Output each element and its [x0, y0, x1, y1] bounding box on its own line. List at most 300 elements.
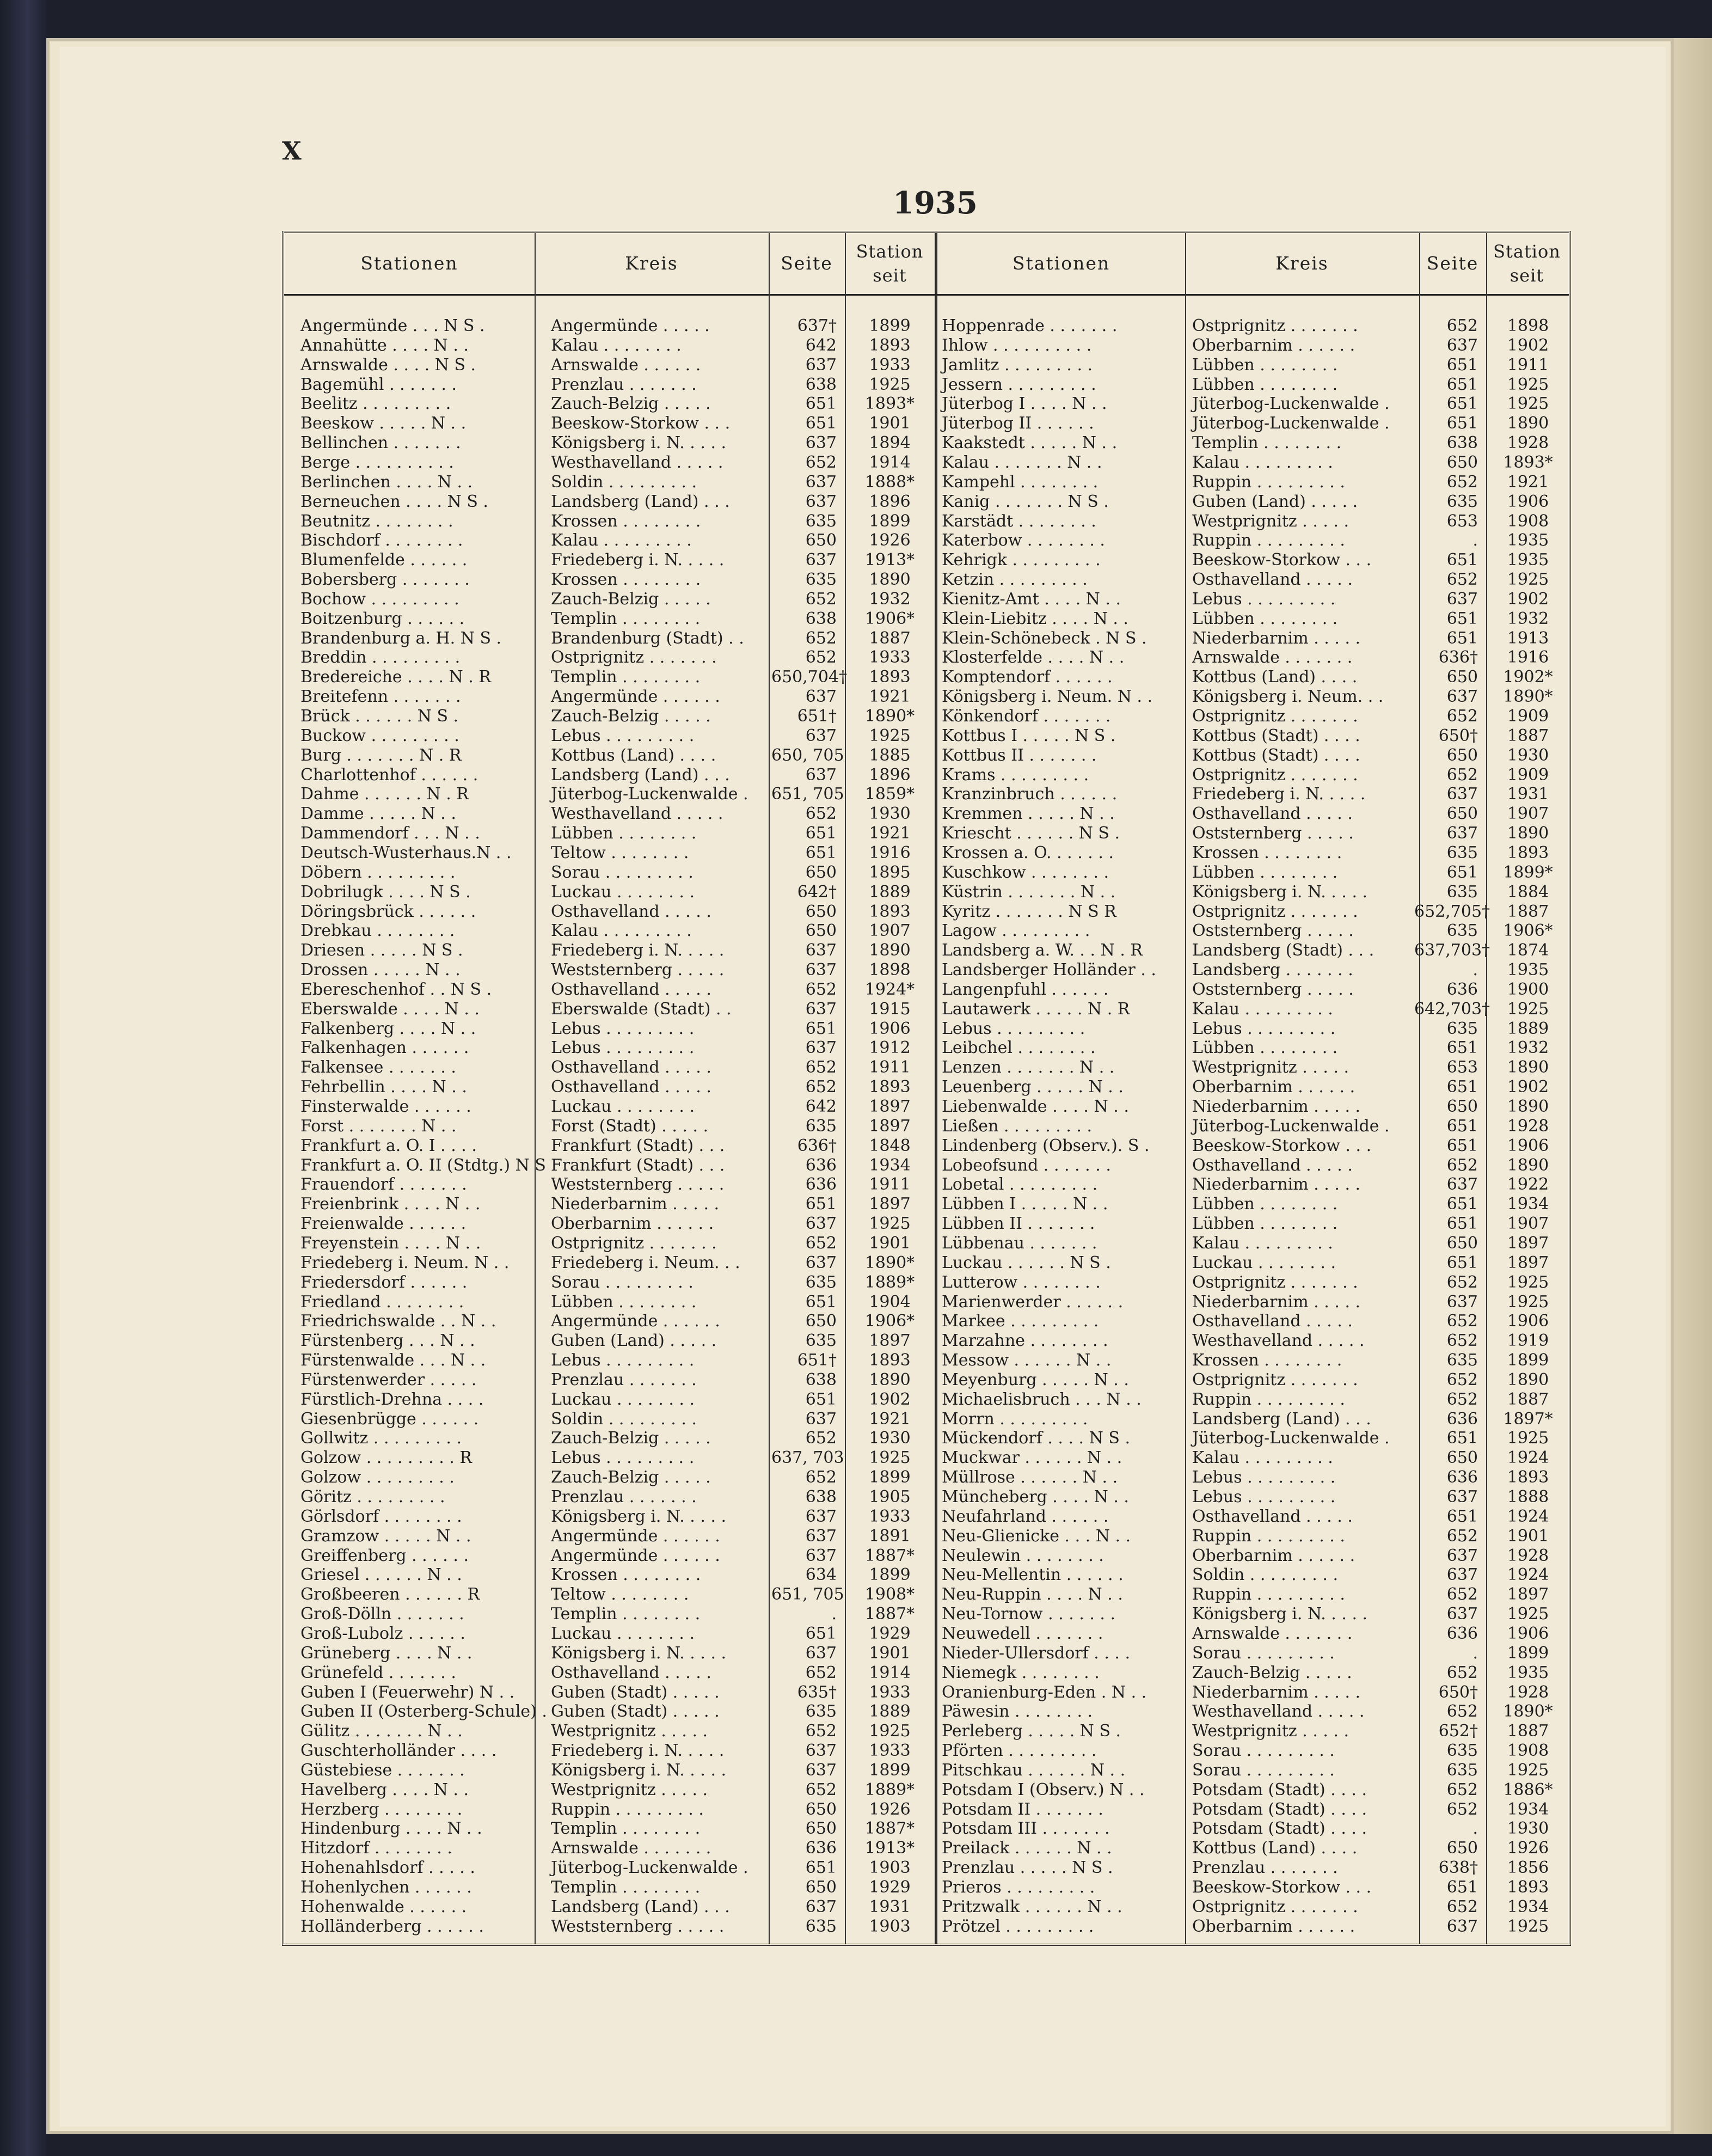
left-station-cell: Blumenfelde . . . . . .	[300, 550, 468, 570]
right-station-cell: Morrn . . . . . . . . .	[942, 1409, 1088, 1429]
table-row	[284, 980, 1569, 1000]
right-kreis-cell: Westhavelland . . . . .	[1192, 1331, 1365, 1351]
right-station-cell: Landsberg a. W. . . N . R	[942, 941, 1143, 960]
left-kreis-cell: Osthavelland . . . . .	[551, 979, 711, 999]
right-seite-cell: 651	[1446, 1253, 1478, 1272]
table-row	[284, 1683, 1569, 1702]
right-station-cell: Kehrigk . . . . . . . . .	[942, 550, 1101, 570]
right-station-seit-cell: 1890	[1507, 1058, 1549, 1077]
right-station-cell: Kranzinbruch . . . . . .	[942, 785, 1118, 804]
right-station-cell: Liebenwalde . . . . N . .	[942, 1097, 1129, 1116]
left-kreis-cell: Königsberg i. N. . . . .	[551, 433, 727, 453]
right-station-seit-cell: 1890	[1507, 1370, 1549, 1389]
left-kreis-cell: Lübben . . . . . . . .	[551, 824, 697, 843]
right-kreis-cell: Lübben . . . . . . . .	[1192, 1195, 1338, 1214]
right-seite-cell: 651	[1446, 862, 1478, 882]
table-row	[284, 1546, 1569, 1566]
right-station-cell: Hoppenrade . . . . . . .	[942, 316, 1118, 335]
left-kreis-cell: Templin . . . . . . . .	[551, 1878, 701, 1897]
table-row	[284, 921, 1569, 941]
table-row	[284, 824, 1569, 843]
right-kreis-cell: Sorau . . . . . . . . .	[1192, 1741, 1335, 1761]
left-seite-cell: 650	[805, 1878, 837, 1897]
left-station-cell: Guben I (Feuerwehr) N . .	[300, 1682, 515, 1702]
left-station-seit-cell: 1931	[869, 1897, 911, 1916]
right-station-seit-cell: 1906	[1507, 1312, 1549, 1331]
right-station-cell: Lobetal . . . . . . . . .	[942, 1175, 1098, 1195]
left-station-cell: Friedland . . . . . . . .	[300, 1292, 464, 1312]
right-station-cell: Jüterbog II . . . . . .	[942, 414, 1094, 433]
stations-table	[282, 231, 1571, 1946]
left-kreis-cell: Beeskow-Storkow . . .	[551, 414, 731, 433]
left-seite-cell: 638	[805, 375, 837, 394]
left-seite-cell: 637	[805, 1546, 837, 1565]
right-station-seit-cell: 1890	[1507, 1155, 1549, 1175]
right-station-seit-cell: 1890	[1507, 824, 1549, 843]
left-kreis-cell: Luckau . . . . . . . .	[551, 1624, 695, 1643]
right-station-cell: Kuschkow . . . . . . . .	[942, 862, 1109, 882]
right-station-seit-cell: 1899	[1507, 1643, 1549, 1663]
left-station-seit-cell: 1895	[869, 862, 911, 882]
table-row	[284, 1624, 1569, 1644]
table-row	[284, 1136, 1569, 1156]
left-station-seit-cell: 1911	[869, 1175, 911, 1195]
right-seite-cell: 652	[1446, 1272, 1478, 1292]
left-station-seit-cell: 1925	[869, 1722, 911, 1741]
right-kreis-cell: Königsberg i. N. . . . .	[1192, 882, 1368, 902]
right-seite-cell: 651	[1446, 1136, 1478, 1155]
left-kreis-cell: Templin . . . . . . . .	[551, 1604, 701, 1624]
left-station-cell: Finsterwalde . . . . . .	[300, 1097, 471, 1116]
left-station-seit-cell: 1933	[869, 1506, 911, 1526]
left-station-cell: Golzow . . . . . . . . . R	[300, 1448, 472, 1468]
left-station-seit-cell: 1896	[869, 492, 911, 511]
left-station-cell: Großbeeren . . . . . . R	[300, 1585, 480, 1604]
right-station-seit-cell: 1916	[1507, 648, 1549, 667]
table-row	[284, 1234, 1569, 1253]
left-kreis-cell: Kalau . . . . . . . . .	[551, 921, 692, 941]
right-seite-cell: 651	[1446, 414, 1478, 433]
left-kreis-cell: Westprignitz . . . . .	[551, 1722, 708, 1741]
left-station-cell: Ebereschenhof . . N S .	[300, 979, 492, 999]
right-kreis-cell: Westhavelland . . . . .	[1192, 1702, 1365, 1722]
right-station-seit-cell: 1925	[1507, 1292, 1549, 1312]
right-seite-cell: 652	[1446, 707, 1478, 726]
left-station-seit-cell: 1911	[869, 1058, 911, 1077]
left-kreis-cell: Prenzlau . . . . . . .	[551, 375, 697, 394]
right-station-cell: Pritzwalk . . . . . . N . .	[942, 1897, 1122, 1916]
left-station-cell: Berge . . . . . . . . . .	[300, 452, 454, 472]
right-station-cell: Mückendorf . . . . N S .	[942, 1429, 1131, 1448]
left-kreis-cell: Westhavelland . . . . .	[551, 452, 723, 472]
right-seite-cell: 652,705†	[1414, 902, 1490, 921]
right-station-seit-cell: 1899*	[1503, 862, 1553, 882]
table-row	[284, 1000, 1569, 1019]
left-seite-cell: 651	[805, 1019, 837, 1038]
year-title: 1935	[893, 185, 978, 221]
right-seite-cell: 650	[1446, 667, 1478, 687]
left-station-cell: Bochow . . . . . . . . .	[300, 589, 459, 609]
right-kreis-cell: Königsberg i. Neum. . .	[1192, 687, 1384, 707]
left-station-cell: Friedersdorf . . . . . .	[300, 1272, 468, 1292]
right-kreis-cell: Potsdam (Stadt) . . . .	[1192, 1780, 1367, 1799]
left-station-cell: Arnswalde . . . . N S .	[300, 355, 476, 375]
right-kreis-cell: Oststernberg . . . . .	[1192, 824, 1354, 843]
left-station-seit-cell: 1887*	[864, 1819, 915, 1839]
table-row	[284, 1038, 1569, 1058]
right-station-seit-cell: 1930	[1507, 1819, 1549, 1839]
right-seite-cell: 652	[1446, 1702, 1478, 1722]
right-kreis-cell: Niederbarnim . . . . .	[1192, 1175, 1361, 1195]
right-kreis-cell: Niederbarnim . . . . .	[1192, 628, 1361, 648]
right-station-seit-cell: 1934	[1507, 1897, 1549, 1916]
right-station-seit-cell: 1893*	[1503, 452, 1553, 472]
left-kreis-cell: Templin . . . . . . . .	[551, 1819, 701, 1839]
right-station-cell: Krossen a. O. . . . . . .	[942, 843, 1114, 862]
table-row	[284, 785, 1569, 804]
left-station-seit-cell: 1893	[869, 1351, 911, 1370]
right-seite-cell: 650	[1446, 804, 1478, 824]
left-station-cell: Bredereiche . . . . N . R	[300, 667, 491, 687]
right-kreis-cell: Jüterbog-Luckenwalde .	[1192, 414, 1390, 433]
right-station-seit-cell: 1893	[1507, 843, 1549, 862]
left-kreis-cell: Frankfurt (Stadt) . . .	[551, 1155, 725, 1175]
left-station-seit-cell: 1930	[869, 1429, 911, 1448]
left-kreis-cell: Angermünde . . . . . .	[551, 687, 720, 707]
left-station-seit-cell: 1902	[869, 1389, 911, 1409]
table-row	[284, 667, 1569, 687]
right-station-cell: Müllrose . . . . . . N . .	[942, 1468, 1118, 1487]
left-station-cell: Breddin . . . . . . . . .	[300, 648, 461, 667]
right-station-cell: Jessern . . . . . . . . .	[942, 375, 1096, 394]
right-station-seit-cell: 1897*	[1503, 1409, 1553, 1429]
left-seite-cell: 637	[805, 1409, 837, 1429]
header-station-seit-right: Station seit	[1493, 241, 1561, 286]
right-station-cell: Michaelisbruch . . . N . .	[942, 1389, 1142, 1409]
right-kreis-cell: Jüterbog-Luckenwalde .	[1192, 394, 1390, 414]
right-station-cell: Lübbenau . . . . . . .	[942, 1233, 1097, 1253]
right-station-seit-cell: 1906	[1507, 1136, 1549, 1155]
right-station-seit-cell: 1888	[1507, 1487, 1549, 1506]
left-seite-cell: 635	[805, 511, 837, 531]
table-row	[284, 1312, 1569, 1331]
table-row	[284, 1175, 1569, 1195]
right-station-seit-cell: 1906*	[1503, 921, 1553, 941]
left-kreis-cell: Königsberg i. N. . . . .	[551, 1506, 727, 1526]
left-kreis-cell: Forst (Stadt) . . . . .	[551, 1116, 709, 1136]
table-row	[284, 1722, 1569, 1741]
table-row	[284, 609, 1569, 629]
right-station-cell: Markee . . . . . . . . .	[942, 1312, 1099, 1331]
table-row	[284, 1800, 1569, 1820]
right-kreis-cell: Landsberg . . . . . . .	[1192, 960, 1353, 980]
right-station-cell: Katerbow . . . . . . . .	[942, 531, 1105, 550]
table-row	[284, 863, 1569, 883]
right-kreis-cell: Prenzlau . . . . . . .	[1192, 1858, 1338, 1878]
left-kreis-cell: Osthavelland . . . . .	[551, 1663, 711, 1682]
right-station-cell: Klein-Schönebeck . N S .	[942, 628, 1147, 648]
right-station-seit-cell: 1900	[1507, 979, 1549, 999]
left-station-cell: Hindenburg . . . . N . .	[300, 1819, 482, 1839]
left-station-seit-cell: 1901	[869, 1643, 911, 1663]
left-seite-cell: 637	[805, 687, 837, 707]
left-station-cell: Greiffenberg . . . . . .	[300, 1546, 469, 1565]
left-station-seit-cell: 1903	[869, 1858, 911, 1878]
right-station-cell: Kottbus I . . . . . N S .	[942, 726, 1116, 745]
left-seite-cell: 650	[805, 531, 837, 550]
right-seite-cell: .	[1472, 531, 1478, 550]
right-kreis-cell: Ruppin . . . . . . . . .	[1192, 1585, 1345, 1604]
table-header	[284, 233, 1569, 296]
right-station-cell: Kalau . . . . . . . N . .	[942, 452, 1102, 472]
right-station-seit-cell: 1935	[1507, 550, 1549, 570]
left-seite-cell: 637	[805, 550, 837, 570]
left-kreis-cell: Westhavelland . . . . .	[551, 804, 723, 824]
table-row	[284, 941, 1569, 960]
left-station-cell: Döringsbrück . . . . . .	[300, 902, 476, 921]
right-seite-cell: 652	[1446, 765, 1478, 785]
right-kreis-cell: Osthavelland . . . . .	[1192, 804, 1353, 824]
left-kreis-cell: Lebus . . . . . . . . .	[551, 1351, 695, 1370]
left-seite-cell: 637	[805, 472, 837, 492]
left-station-seit-cell: 1907	[869, 921, 911, 941]
right-station-seit-cell: 1890*	[1503, 1702, 1553, 1722]
left-station-cell: Göritz . . . . . . . . .	[300, 1487, 445, 1506]
left-seite-cell: 637	[805, 433, 837, 453]
table-row	[284, 1702, 1569, 1722]
left-kreis-cell: Angermünde . . . . . .	[551, 1526, 720, 1546]
left-station-cell: Falkenberg . . . . N . .	[300, 1019, 476, 1038]
left-seite-cell: 638	[805, 1370, 837, 1389]
table-row	[284, 707, 1569, 726]
table-row	[284, 531, 1569, 550]
right-seite-cell: 637	[1446, 1916, 1478, 1936]
table-row	[284, 1741, 1569, 1761]
left-seite-cell: 635	[805, 570, 837, 590]
right-kreis-cell: Kalau . . . . . . . . .	[1192, 1448, 1333, 1468]
right-seite-cell: 650	[1446, 1097, 1478, 1116]
left-station-seit-cell: 1932	[869, 589, 911, 609]
right-seite-cell: 652	[1446, 1331, 1478, 1351]
left-seite-cell: 637	[805, 941, 837, 960]
left-kreis-cell: Weststernberg . . . . .	[551, 960, 725, 980]
right-station-cell: Neu-Ruppin . . . . N . .	[942, 1585, 1123, 1604]
table-row	[284, 1487, 1569, 1507]
left-station-seit-cell: 1899	[869, 1468, 911, 1487]
right-station-cell: Klein-Liebitz . . . . N . .	[942, 609, 1128, 628]
right-station-cell: Niemegk . . . . . . . .	[942, 1663, 1100, 1682]
right-station-cell: Neu-Glienicke . . . N . .	[942, 1526, 1131, 1546]
right-seite-cell: .	[1472, 1819, 1478, 1839]
left-station-seit-cell: 1914	[869, 452, 911, 472]
page-number: X	[282, 136, 302, 166]
right-seite-cell: 651	[1446, 628, 1478, 648]
left-station-seit-cell: 1893	[869, 1077, 911, 1097]
left-seite-cell: 638	[805, 1487, 837, 1506]
right-station-seit-cell: 1930	[1507, 745, 1549, 765]
right-station-cell: Päwesin . . . . . . . .	[942, 1702, 1093, 1722]
left-station-seit-cell: 1859*	[864, 785, 915, 804]
left-seite-cell: 650,704†	[771, 667, 848, 687]
right-station-seit-cell: 1893	[1507, 1878, 1549, 1897]
right-kreis-cell: Osthavelland . . . . .	[1192, 1155, 1353, 1175]
right-kreis-cell: Oststernberg . . . . .	[1192, 921, 1354, 941]
left-kreis-cell: Guben (Land) . . . . .	[551, 1331, 717, 1351]
right-kreis-cell: Templin . . . . . . . .	[1192, 433, 1342, 453]
left-station-seit-cell: 1915	[869, 999, 911, 1019]
table-row	[284, 433, 1569, 453]
left-seite-cell: 634	[805, 1565, 837, 1585]
right-station-cell: Lübben I . . . . . N . .	[942, 1195, 1108, 1214]
left-kreis-cell: Friedeberg i. N. . . . .	[551, 550, 725, 570]
left-station-cell: Dammendorf . . . N . .	[300, 824, 480, 843]
right-station-cell: Neulewin . . . . . . . .	[942, 1546, 1104, 1565]
left-station-cell: Groß-Dölln . . . . . . .	[300, 1604, 464, 1624]
left-seite-cell: 637	[805, 1741, 837, 1761]
right-station-cell: Neufahrland . . . . . .	[942, 1506, 1109, 1526]
left-station-cell: Drossen . . . . . N . .	[300, 960, 461, 980]
left-kreis-cell: Frankfurt (Stadt) . . .	[551, 1136, 725, 1155]
right-station-cell: Jamlitz . . . . . . . . .	[942, 355, 1093, 375]
left-station-cell: Fürstenwerder . . . . .	[300, 1370, 477, 1389]
table-row	[284, 1468, 1569, 1487]
right-seite-cell: 651	[1446, 355, 1478, 375]
table-row	[284, 375, 1569, 395]
right-kreis-cell: Zauch-Belzig . . . . .	[1192, 1663, 1352, 1682]
right-station-cell: Komptendorf . . . . . .	[942, 667, 1113, 687]
right-seite-cell: 637,703†	[1414, 941, 1490, 960]
right-kreis-cell: Krossen . . . . . . . .	[1192, 1351, 1342, 1370]
right-station-seit-cell: 1934	[1507, 1799, 1549, 1819]
right-station-seit-cell: 1924	[1507, 1448, 1549, 1468]
left-seite-cell: 650	[805, 902, 837, 921]
left-station-cell: Annahütte . . . . N . .	[300, 335, 469, 355]
left-seite-cell: 642†	[797, 882, 837, 902]
right-kreis-cell: Osthavelland . . . . .	[1192, 570, 1353, 590]
table-row	[284, 550, 1569, 570]
left-station-seit-cell: 1933	[869, 1741, 911, 1761]
table-row	[284, 1429, 1569, 1448]
left-station-seit-cell: 1903	[869, 1916, 911, 1936]
right-station-cell: Lindenberg (Observ.). S .	[942, 1136, 1150, 1155]
right-kreis-cell: Niederbarnim . . . . .	[1192, 1097, 1361, 1116]
right-station-cell: Lebus . . . . . . . . .	[942, 1019, 1085, 1038]
right-station-cell: Krams . . . . . . . . .	[942, 765, 1089, 785]
right-station-seit-cell: 1928	[1507, 1546, 1549, 1565]
left-station-cell: Hohenahlsdorf . . . . .	[300, 1858, 475, 1878]
left-station-seit-cell: 1913*	[864, 550, 915, 570]
right-seite-cell: 637	[1446, 1604, 1478, 1624]
left-station-cell: Beutnitz . . . . . . . .	[300, 511, 453, 531]
left-seite-cell: 637	[805, 1214, 837, 1234]
table-row	[284, 687, 1569, 707]
right-station-cell: Kremmen . . . . . N . .	[942, 804, 1115, 824]
left-kreis-cell: Königsberg i. N. . . . .	[551, 1643, 727, 1663]
header-seite-right: Seite	[1426, 253, 1479, 274]
left-station-seit-cell: 1906*	[864, 1312, 915, 1331]
left-seite-cell: 651	[805, 1389, 837, 1409]
left-seite-cell: 637	[805, 960, 837, 980]
table-row	[284, 1663, 1569, 1683]
right-kreis-cell: Oberbarnim . . . . . .	[1192, 1077, 1355, 1097]
left-station-cell: Angermünde . . . N S .	[300, 316, 485, 335]
right-station-seit-cell: 1890*	[1503, 687, 1553, 707]
right-seite-cell: 635	[1446, 1760, 1478, 1780]
right-station-seit-cell: 1907	[1507, 1214, 1549, 1234]
left-station-seit-cell: 1893	[869, 902, 911, 921]
right-station-cell: Neu-Mellentin . . . . . .	[942, 1565, 1124, 1585]
right-station-cell: Prenzlau . . . . . N S .	[942, 1858, 1113, 1878]
left-station-seit-cell: 1897	[869, 1097, 911, 1116]
left-seite-cell: 637†	[797, 316, 837, 335]
right-station-cell: Pförten . . . . . . . . .	[942, 1741, 1097, 1761]
right-seite-cell: 652	[1446, 1799, 1478, 1819]
right-seite-cell: 635	[1446, 492, 1478, 511]
left-station-cell: Frankfurt a. O. I . . . .	[300, 1136, 477, 1155]
left-station-cell: Gollwitz . . . . . . . . .	[300, 1429, 462, 1448]
left-station-cell: Görlsdorf . . . . . . . .	[300, 1506, 462, 1526]
table-row	[284, 1644, 1569, 1663]
left-seite-cell: 637	[805, 1038, 837, 1058]
left-kreis-cell: Ostprignitz . . . . . . .	[551, 648, 717, 667]
left-station-seit-cell: 1921	[869, 1409, 911, 1429]
right-kreis-cell: Lübben . . . . . . . .	[1192, 609, 1338, 628]
left-station-seit-cell: 1899	[869, 1760, 911, 1780]
right-station-seit-cell: 1884	[1507, 882, 1549, 902]
left-station-seit-cell: 1894	[869, 433, 911, 453]
right-station-cell: Lobeofsund . . . . . . .	[942, 1155, 1111, 1175]
left-kreis-cell: Angermünde . . . . . .	[551, 1546, 720, 1565]
left-station-seit-cell: 1925	[869, 726, 911, 745]
right-kreis-cell: Lübben . . . . . . . .	[1192, 355, 1338, 375]
right-kreis-cell: Jüterbog-Luckenwalde .	[1192, 1429, 1390, 1448]
table-row	[284, 1761, 1569, 1780]
left-seite-cell: 651†	[797, 707, 837, 726]
right-station-seit-cell: 1932	[1507, 1038, 1549, 1058]
left-station-cell: Eberswalde . . . . N . .	[300, 999, 480, 1019]
left-kreis-cell: Krossen . . . . . . . .	[551, 1565, 701, 1585]
table-row	[284, 1273, 1569, 1293]
left-kreis-cell: Luckau . . . . . . . .	[551, 882, 695, 902]
left-seite-cell: 650	[805, 862, 837, 882]
left-station-cell: Freienwalde . . . . . .	[300, 1214, 467, 1234]
left-seite-cell: 642	[805, 1097, 837, 1116]
left-kreis-cell: Krossen . . . . . . . .	[551, 570, 701, 590]
left-kreis-cell: Osthavelland . . . . .	[551, 902, 711, 921]
right-station-seit-cell: 1890	[1507, 414, 1549, 433]
right-station-seit-cell: 1921	[1507, 472, 1549, 492]
left-station-seit-cell: 1893	[869, 335, 911, 355]
page-stack-edge	[1674, 38, 1712, 2134]
right-kreis-cell: Osthavelland . . . . .	[1192, 1312, 1353, 1331]
table-row	[284, 512, 1569, 531]
left-seite-cell: 652	[805, 1233, 837, 1253]
header-kreis-left: Kreis	[625, 253, 678, 274]
right-kreis-cell: Ostprignitz . . . . . . .	[1192, 765, 1358, 785]
right-station-seit-cell: 1856	[1507, 1858, 1549, 1878]
right-station-seit-cell: 1902	[1507, 1077, 1549, 1097]
table-row	[284, 1019, 1569, 1039]
left-seite-cell: 638	[805, 609, 837, 628]
left-station-seit-cell: 1905	[869, 1487, 911, 1506]
right-station-cell: Luckau . . . . . . N S .	[942, 1253, 1111, 1272]
right-station-seit-cell: 1887	[1507, 902, 1549, 921]
right-seite-cell: 637	[1446, 1487, 1478, 1506]
right-station-seit-cell: 1902*	[1503, 667, 1553, 687]
left-station-cell: Guschterholländer . . . .	[300, 1741, 497, 1761]
right-station-seit-cell: 1932	[1507, 609, 1549, 628]
left-station-cell: Hitzdorf . . . . . . . .	[300, 1839, 452, 1858]
